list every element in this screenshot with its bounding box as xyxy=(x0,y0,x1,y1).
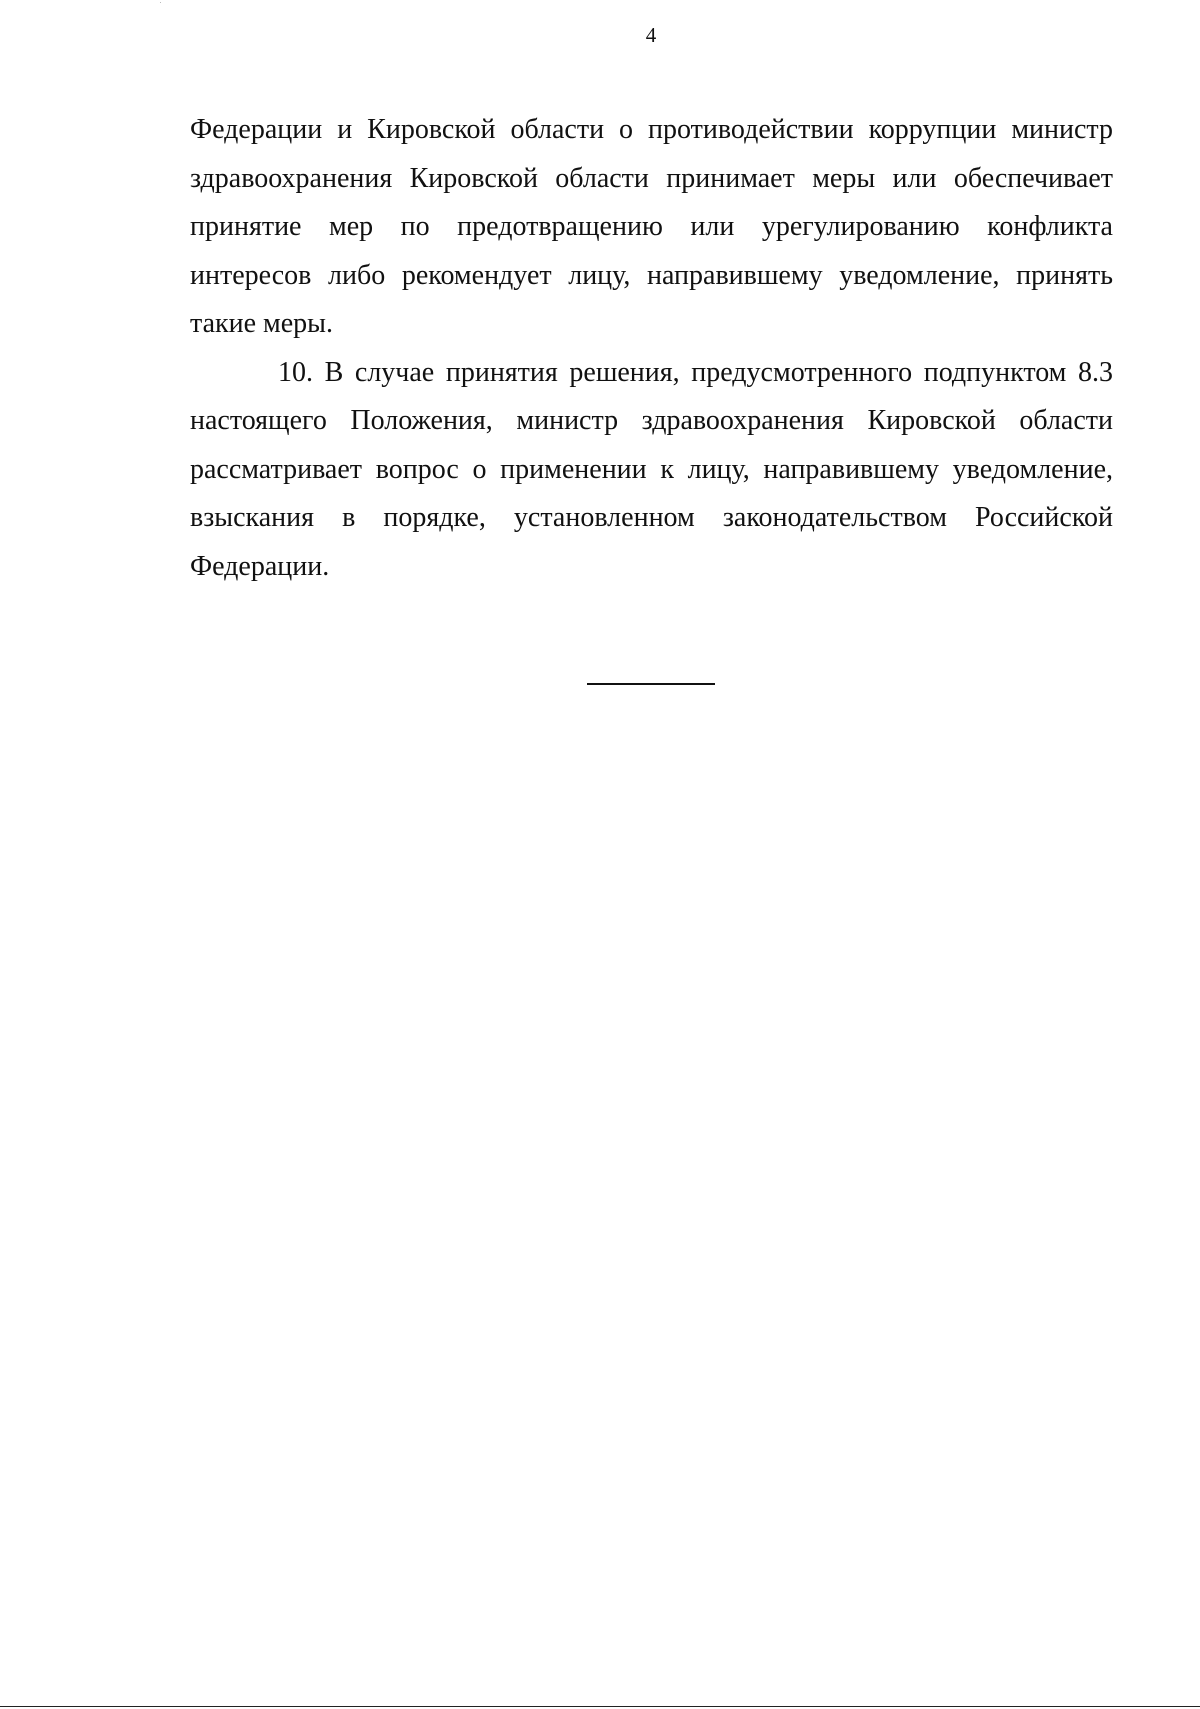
scan-speck xyxy=(160,2,161,3)
document-body xyxy=(190,106,1113,591)
paragraph-continuation: Федерации и Кировской области о противодействии коррупции министр здравоохранения Кировской области принимает меры или обеспечивает принятие мер по предотвращению или урегулированию конфликта интересов либо рекомендует лицу, направившему уведомление, принять такие меры. xyxy=(190,114,1113,339)
scan-bottom-edge xyxy=(0,1706,1200,1707)
paragraph-item-10: 10. В случае принятия решения, предусмотренного подпунктом 8.3 настоящего Положения, министр здравоохранения Кировской области рассматривает вопрос о применении к лицу, направившему уведомление, взыскания в порядке, установленном законодательством Российской Федерации. xyxy=(190,356,1113,582)
page-number: 4 xyxy=(645,23,657,47)
end-of-document-rule xyxy=(587,683,715,685)
